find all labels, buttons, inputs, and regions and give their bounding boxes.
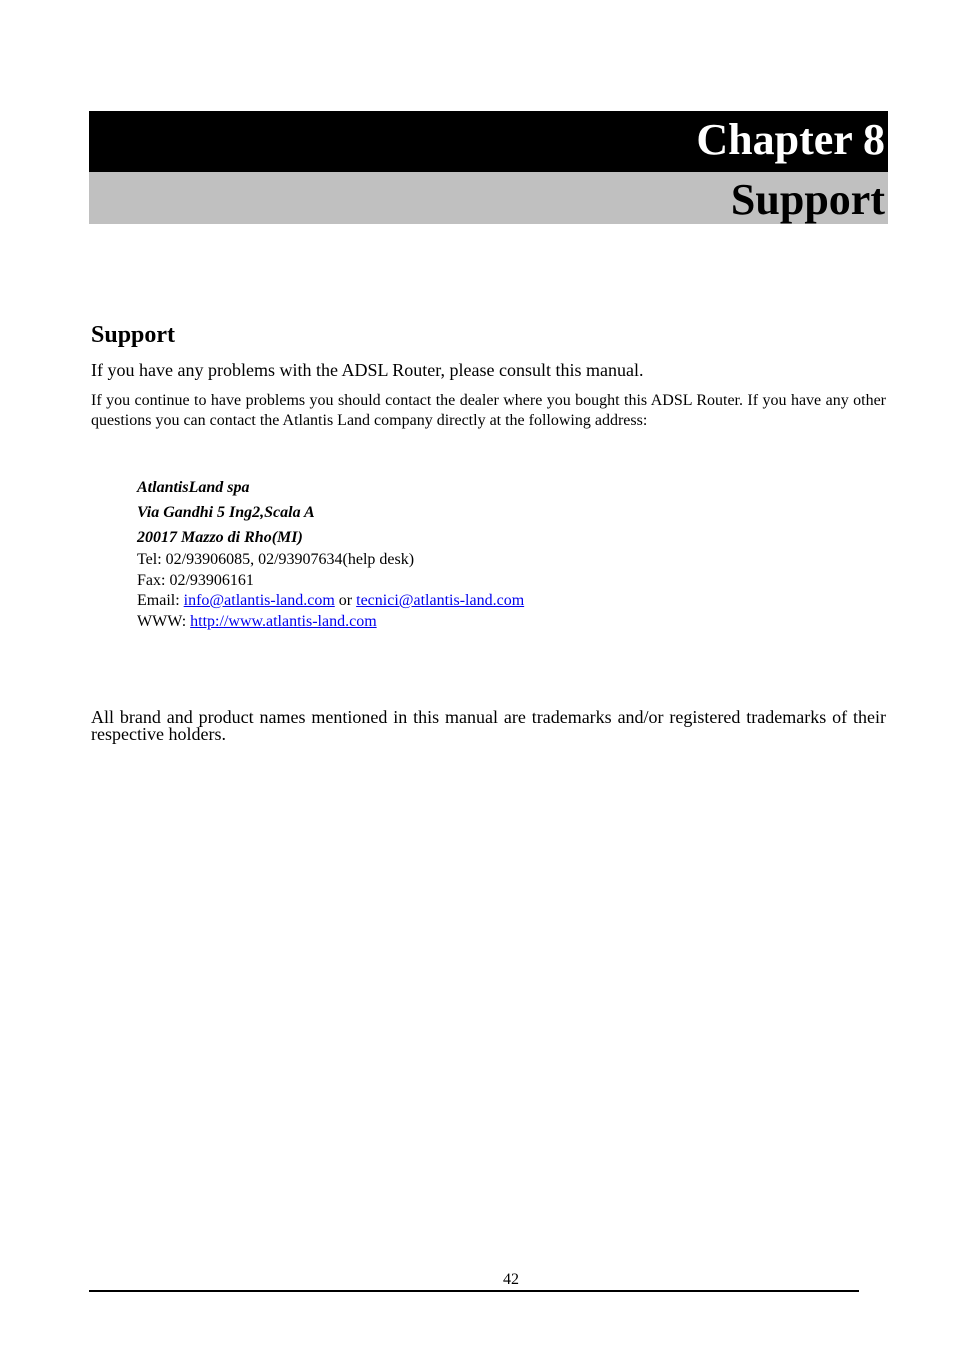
- telephone-line: Tel: 02/93906085, 02/93907634(help desk): [137, 551, 415, 568]
- chapter-title: Support: [730, 175, 885, 224]
- email-link-tecnici[interactable]: tecnici@atlantis-land.com: [356, 592, 525, 609]
- website-label: WWW:: [137, 612, 191, 630]
- company-street: Via Gandhi 5 Ing2,Scala A: [137, 504, 315, 521]
- email-link-info[interactable]: info@atlantis-land.com: [183, 592, 335, 609]
- footer-rule: [89, 1290, 859, 1292]
- trademark-notice: All brand and product names mentioned in this manual are trademarks and/or registered trademarks of their respective holders.: [91, 707, 886, 744]
- intro-paragraph: If you have any problems with the ADSL Router, please consult this manual.: [91, 360, 644, 380]
- chapter-title-banner: [89, 172, 888, 224]
- company-city: 20017 Mazzo di Rho(MI): [137, 529, 303, 546]
- section-heading: Support: [91, 322, 176, 348]
- website-link[interactable]: http://www.atlantis-land.com: [190, 612, 377, 630]
- company-address-block: [137, 475, 837, 632]
- email-separator: or: [334, 592, 357, 609]
- company-name: AtlantisLand spa: [137, 479, 250, 496]
- chapter-number-banner: [89, 111, 888, 172]
- fax-line: Fax: 02/93906161: [137, 571, 254, 589]
- email-label: Email:: [137, 592, 184, 609]
- contact-paragraph: If you continue to have problems you should contact the dealer where you bought this ADSL Router. If you have any other questions you can contact the Atlantis Land company directly at the following address:: [91, 392, 886, 429]
- chapter-number: Chapter 8: [696, 115, 885, 164]
- website-line: [137, 612, 837, 633]
- page-number: 42: [503, 1271, 519, 1288]
- email-line: [137, 591, 837, 612]
